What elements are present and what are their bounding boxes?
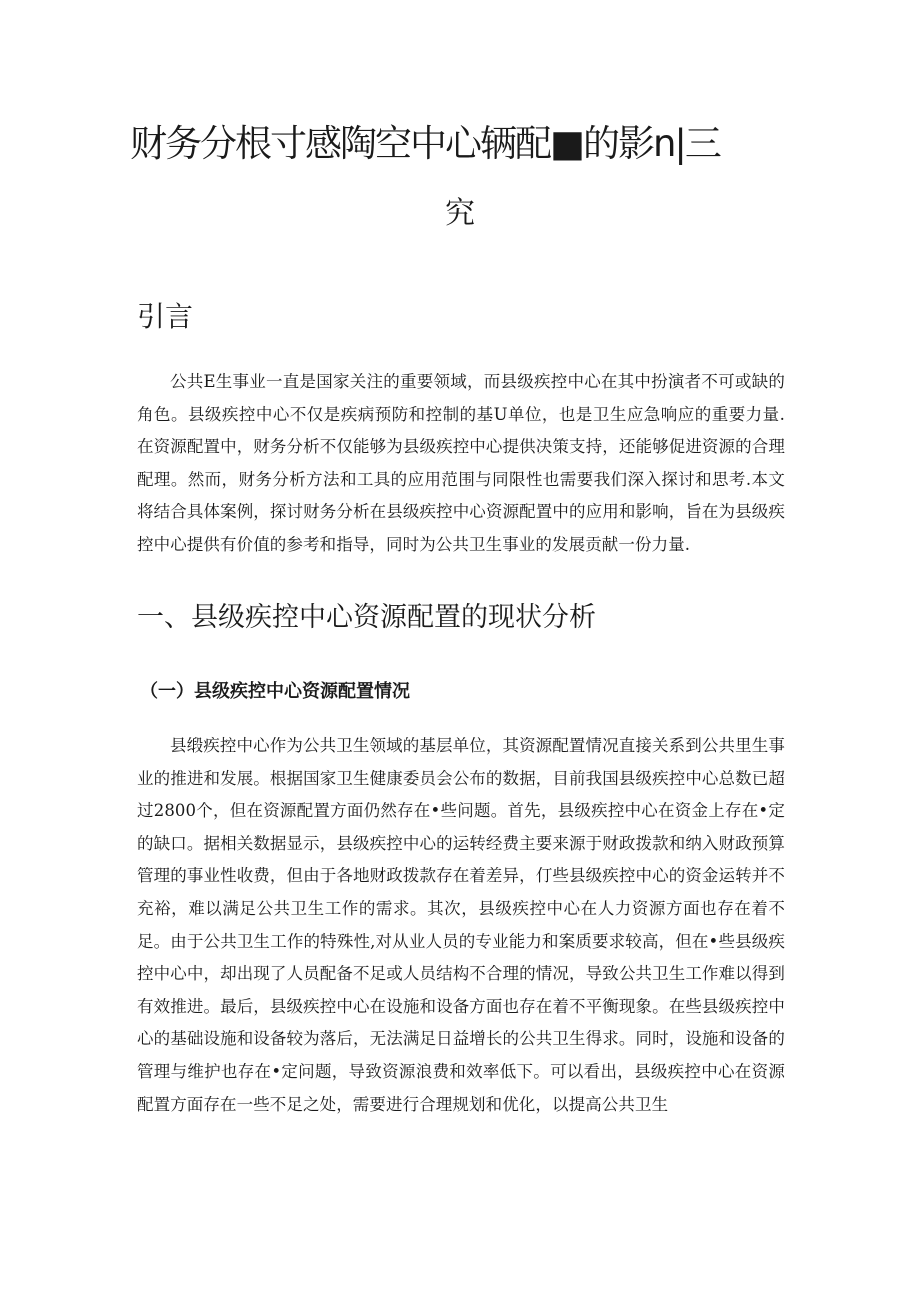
document-title: 财务分根寸感陶空中心辆配■的影n|三 [130,122,720,165]
intro-paragraph: 公共E生事业一直是国家关注的重要领域，而县级疾控中心在其中扮演者不可或缺的角色。县级疾控中心不仅是疾病预防和控制的基U单位，也是卫生应急响应的重要力量.在资源配置中，财务分析不仅能够为县级疾控中心提供决策支持，还能够促进资源的合理配理。然而，财务分析方法和工具的应用范围与同限性也需要我们深入探讨和思考.本文将结合具体案例，探讨财务分析在县级疾控中心资源配置中的应用和影响，旨在为县级疾控中心提供有价值的参考和指导，同时为公共卫生事业的发展贡献一份力量. [137,372,785,554]
subsection-paragraph: 县缎疾控中心作为公共卫生领域的基层单位，其资源配置情况直接关系到公共里生事业的推进和发展。根据国家卫生健康委员会公布的数据，目前我国县级疾控中心总数已超过2800个，但在资源配置方面仍然存在•些问题。首先，县级疾控中心在资金上存在•定的缺口。据相关数据显示，县级疾控中心的运转经费主要来源于财政拨款和纳入财政预算管理的事业性收费，但由于各地财政拨款存在着差异，仃些县级疾控中心的资金运转并不充裕，难以满足公共卫生工作的需求。其次，县级疾控中心在人力资源方面也存在着不足。由于公共卫生工作的特殊性,对从业人员的专业能力和案质要求较高，但在•些县级疾控中心中，却出现了人员配备不足或人员结构不合理的情况，导致公共卫生工作难以得到有效推进。最后，县级疾控中心在设施和设备方面也存在着不平衡现象。在些县级疾控中心的基础设施和设备较为落后，无法满足日益增长的公共卫生得求。同时，设施和设备的管理与维护也存在•定问题，导致资源浪费和效率低下。可以看出，县级疾控中心在资源配置方面存在一些不足之处，需要进行合理规划和优化，以提高公共卫生 [137,736,785,1114]
document-title-continuation: 究 [445,196,475,231]
subsection-heading: （一）县级疾控中心资源配置情况 [140,681,410,702]
intro-heading: 引言 [137,300,194,333]
section-heading: 一、县级疾控中心资源配置的现状分析 [137,602,596,633]
